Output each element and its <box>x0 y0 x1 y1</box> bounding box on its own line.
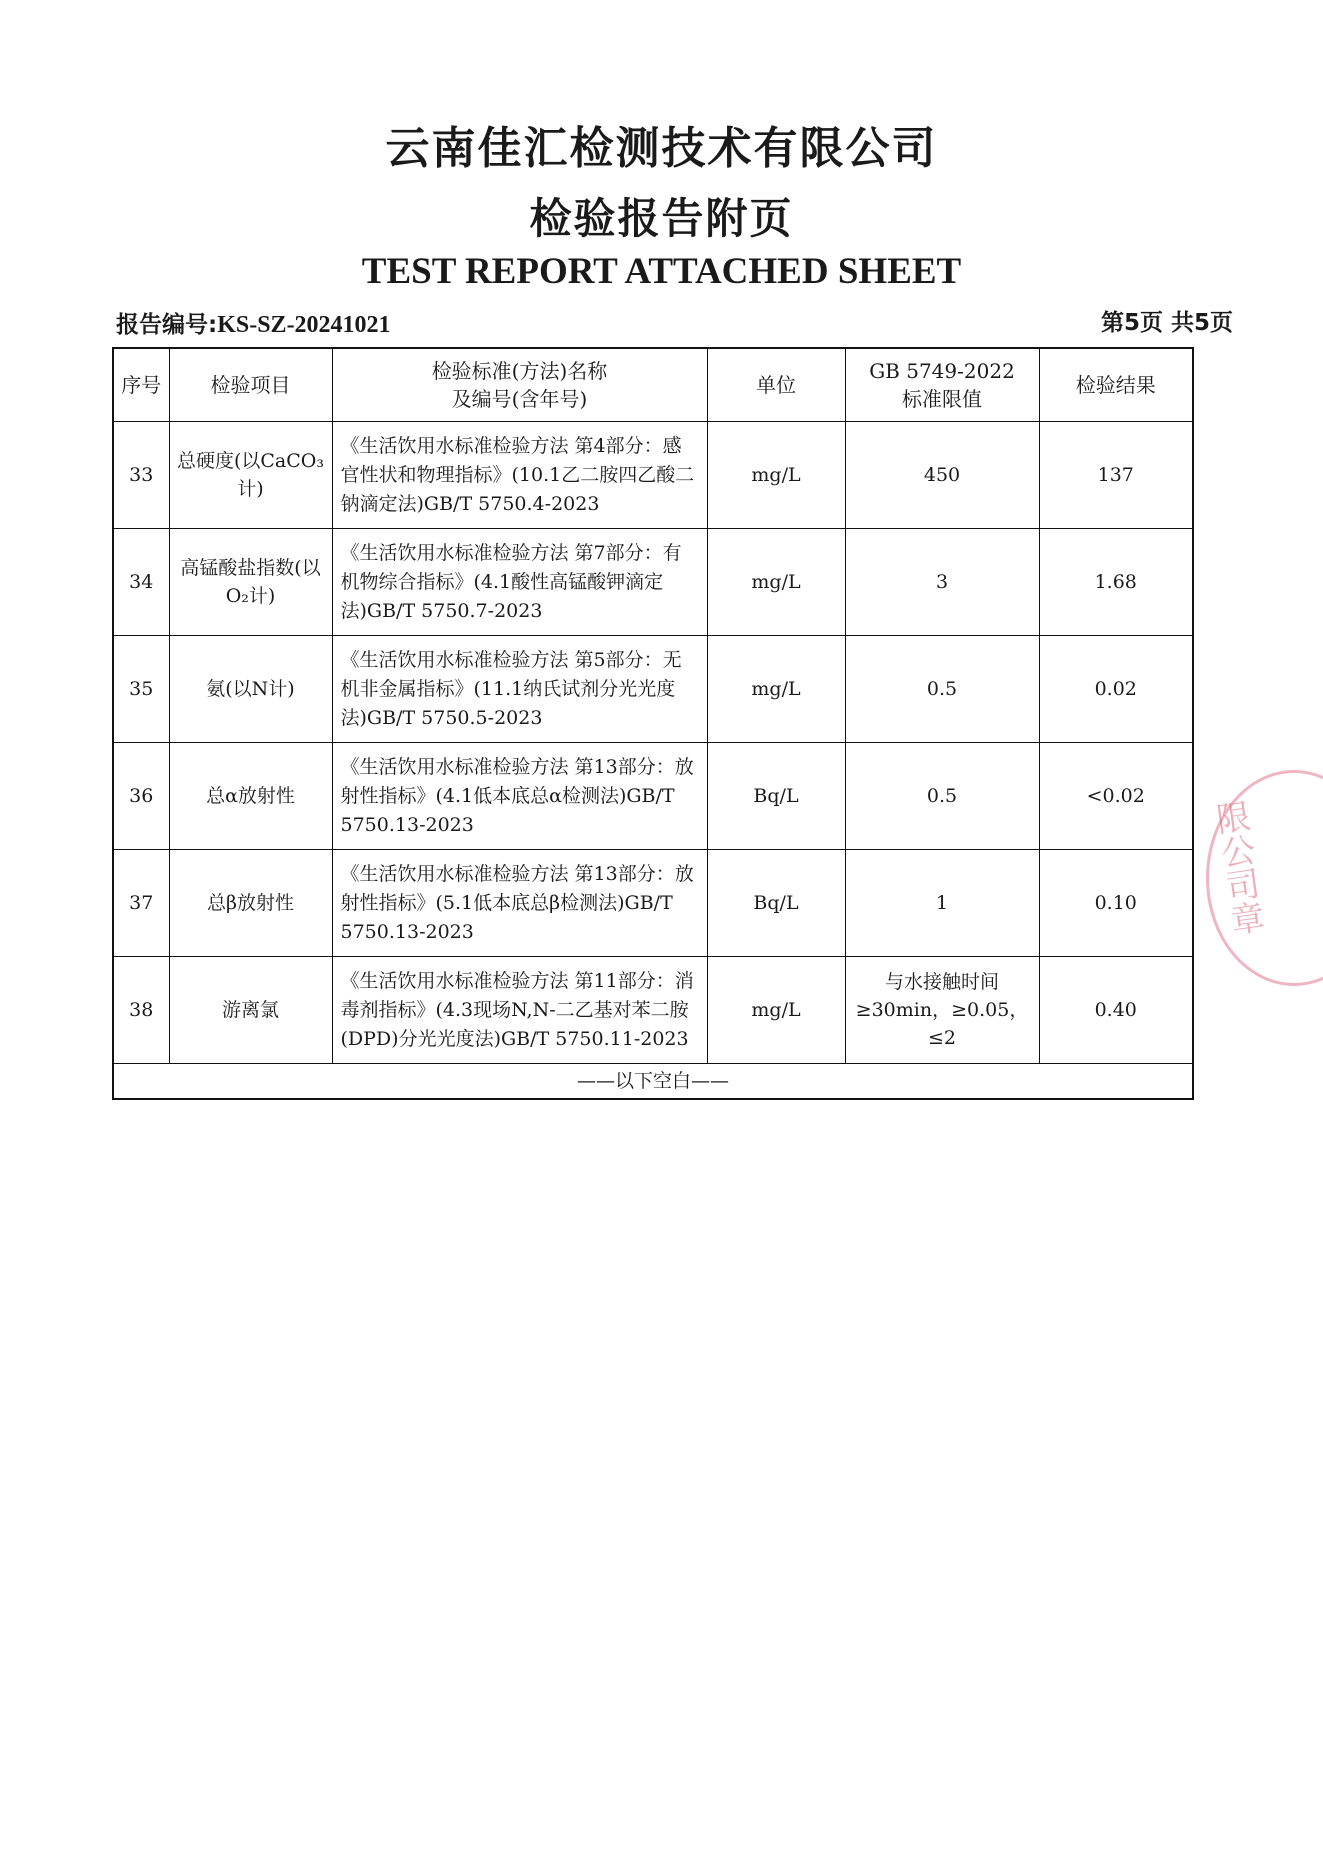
cell-result: 137 <box>1039 422 1193 529</box>
method-text: 《生活饮用水标准检验方法 第13部分：放射性指标》(4.1低本底总α检测法)GB/T 5750.13-2023 <box>340 755 694 836</box>
method-text: 《生活饮用水标准检验方法 第5部分：无机非金属指标》(11.1纳氏试剂分光光度法)GB/T 5750.5-2023 <box>340 648 682 729</box>
table-row <box>113 743 1193 850</box>
cell-item: 总硬度(以CaCO₃计) <box>169 422 332 529</box>
english-title: TEST REPORT ATTACHED SHEET <box>361 251 962 292</box>
col-header-no: 序号 <box>113 348 169 422</box>
table-row <box>113 850 1193 957</box>
cell-method <box>332 636 707 743</box>
cell-limit: 3 <box>845 529 1039 636</box>
cell-method <box>332 850 707 957</box>
cell-no: 34 <box>113 529 169 636</box>
cell-item: 游离氯 <box>169 957 332 1064</box>
cell-method <box>332 529 707 636</box>
cell-method <box>332 422 707 529</box>
blank-note-row <box>113 1064 1193 1100</box>
blank-note: ——以下空白—— <box>113 1064 1193 1100</box>
cell-limit: 0.5 <box>845 743 1039 850</box>
cell-unit: mg/L <box>707 422 845 529</box>
method-text: 《生活饮用水标准检验方法 第11部分：消毒剂指标》(4.3现场N,N-二乙基对苯二胺(DPD)分光光度法)GB/T 5750.11-2023 <box>340 969 694 1050</box>
cell-result: 0.40 <box>1039 957 1193 1064</box>
cell-item: 总β放射性 <box>169 850 332 957</box>
cell-unit: Bq/L <box>707 743 845 850</box>
cell-limit: 1 <box>845 850 1039 957</box>
cell-limit: 与水接触时间≥30min，≥0.05，≤2 <box>845 957 1039 1064</box>
page-info: 第5页 共5页 <box>1100 310 1233 336</box>
col-header-item: 检验项目 <box>169 348 332 422</box>
cell-unit: mg/L <box>707 529 845 636</box>
report-number <box>116 306 391 339</box>
table-row <box>113 957 1193 1064</box>
cell-no: 35 <box>113 636 169 743</box>
cell-result: 0.10 <box>1039 850 1193 957</box>
cell-unit: mg/L <box>707 957 845 1064</box>
method-text: 《生活饮用水标准检验方法 第7部分：有机物综合指标》(4.1酸性高锰酸钾滴定法)GB/T 5750.7-2023 <box>340 541 682 622</box>
table-header-row <box>113 348 1193 422</box>
cell-result: <0.02 <box>1039 743 1193 850</box>
cell-item: 氨(以N计) <box>169 636 332 743</box>
col-header-limit: GB 5749-2022 标准限值 <box>845 348 1039 422</box>
cell-no: 36 <box>113 743 169 850</box>
report-subtitle: 检验报告附页 <box>529 194 794 243</box>
method-text: 《生活饮用水标准检验方法 第13部分：放射性指标》(5.1低本底总β检测法)GB/T 5750.13-2023 <box>340 862 694 943</box>
method-text: 《生活饮用水标准检验方法 第4部分：感官性状和物理指标》(10.1乙二胺四乙酸二钠滴定法)GB/T 5750.4-2023 <box>340 434 695 515</box>
cell-limit: 0.5 <box>845 636 1039 743</box>
col-header-unit: 单位 <box>707 348 845 422</box>
report-number-label: 报告编号: <box>116 312 218 338</box>
cell-result: 1.68 <box>1039 529 1193 636</box>
results-table <box>112 347 1194 1100</box>
cell-method <box>332 957 707 1064</box>
table-row <box>113 422 1193 529</box>
cell-result: 0.02 <box>1039 636 1193 743</box>
cell-method <box>332 743 707 850</box>
table-row <box>113 636 1193 743</box>
cell-limit: 450 <box>845 422 1039 529</box>
table-row <box>113 529 1193 636</box>
cell-item: 总α放射性 <box>169 743 332 850</box>
col-header-method: 检验标准(方法)名称 及编号(含年号) <box>332 348 707 422</box>
cell-no: 33 <box>113 422 169 529</box>
company-name: 云南佳汇检测技术有限公司 <box>385 123 938 174</box>
col-header-result: 检验结果 <box>1039 348 1193 422</box>
company-seal-text: 限公司章 <box>1207 797 1267 939</box>
cell-item: 高锰酸盐指数(以O₂计) <box>169 529 332 636</box>
cell-unit: Bq/L <box>707 850 845 957</box>
report-number-value: KS-SZ-20241021 <box>217 312 391 338</box>
cell-no: 37 <box>113 850 169 957</box>
cell-unit: mg/L <box>707 636 845 743</box>
cell-no: 38 <box>113 957 169 1064</box>
